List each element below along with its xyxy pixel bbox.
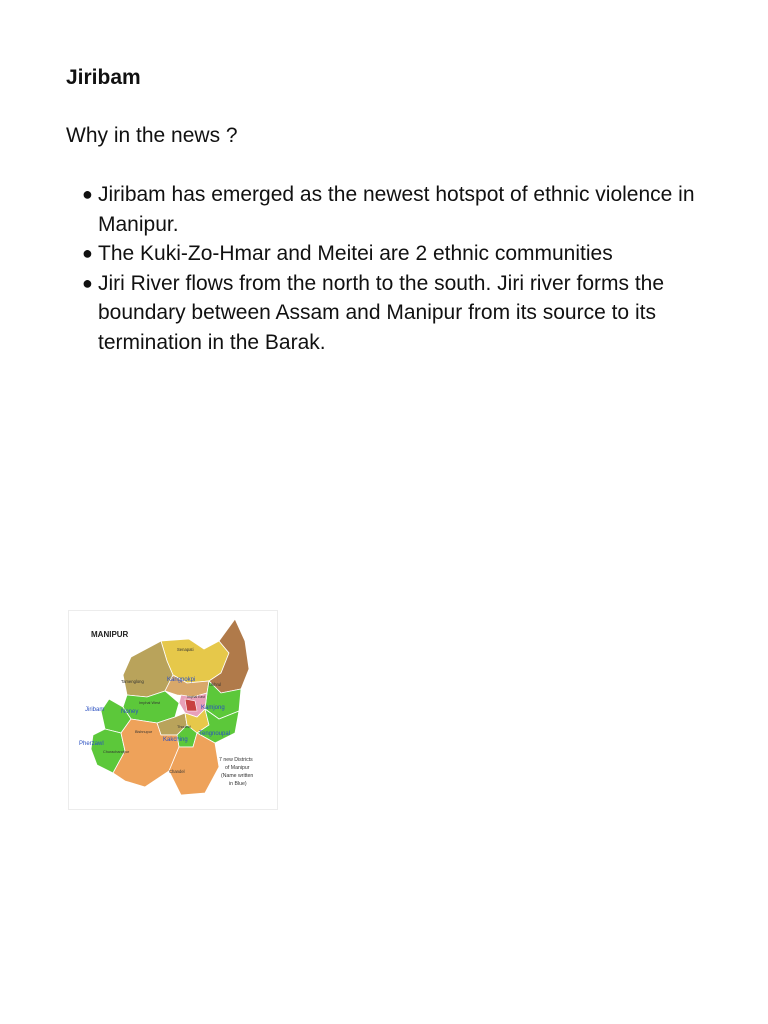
list-item (82, 239, 722, 269)
section-subtitle: Why in the news ? (66, 124, 238, 147)
map-note-line: of Manipur (225, 765, 250, 771)
label-ukhrul: Ukhrul (209, 682, 222, 687)
label-kamjong: Kamjong (201, 705, 225, 711)
label-churachandpur: Churachandpur (103, 750, 130, 754)
bullet-text: Jiri River flows from the north to the south. Jiri river forms the boundary between Assam and Manipur from its source to its termination in the Barak. (98, 271, 665, 354)
label-jiribam: Jiribam (85, 707, 105, 713)
bullet-text: The Kuki-Zo-Hmar and Meitei are 2 ethnic communities (98, 242, 613, 265)
map-note-line: in Blue) (229, 781, 247, 787)
label-imphal-east: Imphal East (187, 695, 205, 699)
bullet-list (82, 180, 722, 357)
bullet-icon: ● (82, 272, 93, 293)
label-senapati: Senapati (177, 647, 194, 652)
label-noney: Noney (121, 709, 139, 715)
label-tengnoupal: Tengnoupal (199, 731, 231, 737)
map-note-line: 7 new Districts (219, 757, 253, 763)
label-tamenglong: Tamenglong (121, 679, 144, 684)
list-item (82, 269, 722, 358)
bullet-icon: ● (82, 243, 93, 263)
manipur-district-map (68, 610, 278, 810)
list-item (82, 180, 722, 239)
label-chandel: Chandel (169, 769, 185, 774)
label-kakching: Kakching (163, 737, 188, 743)
region-imphal-core (185, 699, 197, 711)
label-pherzawl: Pherzawl (79, 741, 104, 747)
map-svg (69, 611, 277, 809)
label-thoubal: Thoubal (177, 725, 191, 729)
bullet-text: Jiribam has emerged as the newest hotspot of ethnic violence in Manipur. (98, 183, 695, 236)
map-note-line: (Name written (221, 773, 254, 779)
label-kangpokpi: Kangpokpi (167, 677, 196, 683)
page-title: Jiribam (66, 66, 141, 89)
label-imphal-west: Imphal West (139, 701, 161, 705)
map-heading: MANIPUR (91, 630, 129, 639)
label-bishnupur: Bishnupur (135, 730, 153, 734)
bullet-icon: ● (82, 184, 93, 204)
